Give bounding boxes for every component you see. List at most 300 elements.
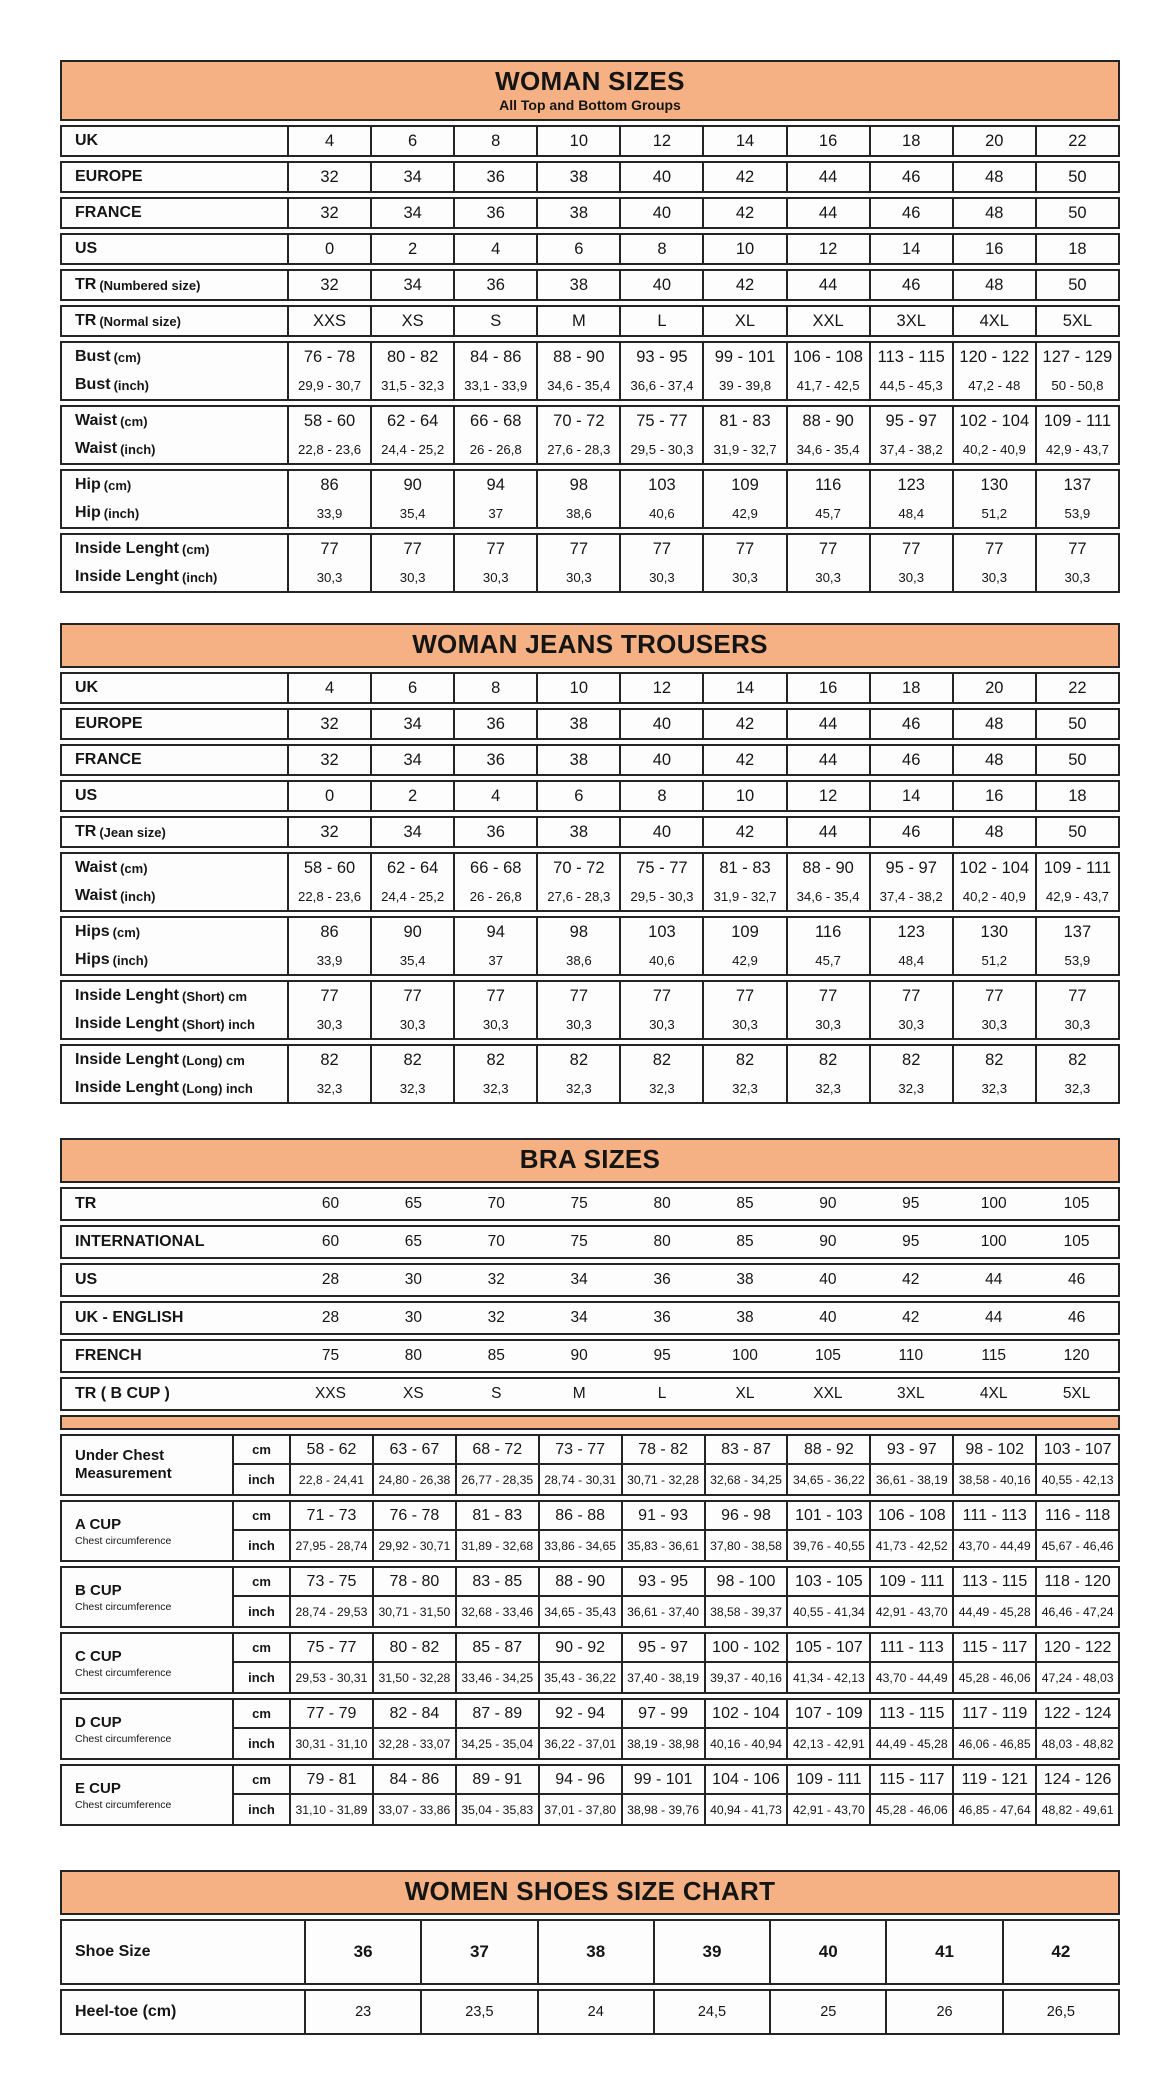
value-cell: 48,03 - 48,82 bbox=[1035, 1729, 1118, 1758]
value-cell: 22 bbox=[1035, 127, 1118, 155]
value-cell: 40 bbox=[769, 1921, 885, 1983]
value-cell: 94 bbox=[453, 918, 536, 946]
value-cell: 6 bbox=[370, 674, 453, 702]
value-cell: 75 - 77 bbox=[619, 854, 702, 882]
value-cell: 82 bbox=[370, 1046, 453, 1074]
value-cell: 25 bbox=[769, 1991, 885, 2033]
value-cell: 44,5 - 45,3 bbox=[869, 371, 952, 399]
value-cell: 109 - 111 bbox=[1035, 407, 1118, 435]
value-cell: 36 bbox=[453, 710, 536, 738]
value-cell: 26 - 26,8 bbox=[453, 882, 536, 910]
value-cell: 48,4 bbox=[869, 946, 952, 974]
row-label: EUROPE bbox=[75, 715, 143, 733]
row-label: INTERNATIONAL bbox=[75, 1233, 205, 1251]
value-cell: 34 bbox=[370, 163, 453, 191]
value-cell: 0 bbox=[287, 782, 370, 810]
value-cell: 88 - 90 bbox=[786, 407, 869, 435]
value-cell: 100 bbox=[980, 1195, 1007, 1213]
value-cell: 77 bbox=[453, 535, 536, 563]
value-cell: XL bbox=[702, 307, 785, 335]
value-cell: 98 bbox=[536, 471, 619, 499]
value-cell: 95 bbox=[902, 1195, 920, 1213]
table-row bbox=[234, 1502, 1118, 1531]
value-cell: 47,24 - 48,03 bbox=[1035, 1663, 1118, 1692]
value-cell: 93 - 97 bbox=[869, 1436, 952, 1463]
value-cell: 84 - 86 bbox=[453, 343, 536, 371]
table-row bbox=[62, 710, 1118, 738]
value-cell: 40 bbox=[619, 163, 702, 191]
value-cell: 50 bbox=[1035, 818, 1118, 846]
value-cell: 34 bbox=[370, 710, 453, 738]
value-cell: 32 bbox=[287, 710, 370, 738]
value-cell: 32,68 - 33,46 bbox=[455, 1597, 538, 1626]
value-cell: 39,37 - 40,16 bbox=[704, 1663, 787, 1692]
cup-rows bbox=[234, 1502, 1118, 1560]
value-cell: 44 bbox=[786, 746, 869, 774]
value-cell: 51,2 bbox=[952, 499, 1035, 527]
value-cell: 76 - 78 bbox=[372, 1502, 455, 1529]
cup-name: E CUP bbox=[75, 1779, 121, 1797]
row-label-detail: (Normal size) bbox=[99, 313, 181, 329]
row-label bbox=[62, 371, 287, 399]
value-cell: 82 bbox=[952, 1046, 1035, 1074]
row-label-text: Inside Lenght bbox=[75, 987, 179, 1005]
value-cell: 14 bbox=[702, 674, 785, 702]
value-cell: 40 bbox=[619, 271, 702, 299]
value-cell: 36 bbox=[453, 199, 536, 227]
value-cell: 29,92 - 30,71 bbox=[372, 1531, 455, 1560]
value-cell: 38 bbox=[736, 1309, 754, 1327]
row-label: US bbox=[75, 1271, 98, 1289]
value-cell: 33,1 - 33,9 bbox=[453, 371, 536, 399]
value-cell: 30,3 bbox=[619, 563, 702, 591]
row-group bbox=[60, 744, 1120, 776]
value-cell: 24,80 - 26,38 bbox=[372, 1465, 455, 1494]
value-cell: 80 bbox=[653, 1195, 671, 1213]
value-cell: 48 bbox=[952, 710, 1035, 738]
row-label bbox=[62, 471, 287, 499]
table-row bbox=[234, 1729, 1118, 1758]
value-cell: 82 bbox=[536, 1046, 619, 1074]
row-label-detail: (cm) bbox=[103, 477, 132, 493]
value-cell: 34,65 - 35,43 bbox=[538, 1597, 621, 1626]
table-header bbox=[60, 60, 1120, 121]
table-row bbox=[62, 1189, 1118, 1219]
value-cell: 36,6 - 37,4 bbox=[619, 371, 702, 399]
value-cell: 32,3 bbox=[370, 1074, 453, 1102]
value-cell: 36 bbox=[453, 163, 536, 191]
value-cell: 82 bbox=[287, 1046, 370, 1074]
table-body bbox=[60, 125, 1120, 593]
value-cell: 32,3 bbox=[869, 1074, 952, 1102]
value-cell: 42 bbox=[902, 1309, 920, 1327]
value-cell: 31,9 - 32,7 bbox=[702, 435, 785, 463]
table-title: WOMAN SIZES bbox=[495, 66, 685, 96]
table-body bbox=[60, 1187, 1120, 1826]
row-group bbox=[60, 197, 1120, 229]
value-cell: 5XL bbox=[1062, 1385, 1091, 1403]
value-cell: 4XL bbox=[952, 307, 1035, 335]
value-cell: 22,8 - 24,41 bbox=[289, 1465, 372, 1494]
value-cell: 30,3 bbox=[786, 1010, 869, 1038]
value-cell: 98 bbox=[536, 918, 619, 946]
row-label-text: Inside Lenght bbox=[75, 1051, 179, 1069]
value-cell: 8 bbox=[619, 782, 702, 810]
value-cell: 32 bbox=[487, 1271, 505, 1289]
value-cell: 39 bbox=[653, 1921, 769, 1983]
value-cell: 102 - 104 bbox=[952, 407, 1035, 435]
value-cell: 86 bbox=[287, 918, 370, 946]
value-cell: 34 bbox=[570, 1309, 588, 1327]
value-cell: 38,6 bbox=[536, 946, 619, 974]
value-cell: 32,3 bbox=[786, 1074, 869, 1102]
value-cell: 30,3 bbox=[952, 1010, 1035, 1038]
value-cell: 24 bbox=[537, 1991, 653, 2033]
divider-bar bbox=[60, 1415, 1120, 1430]
value-cell: 44,49 - 45,28 bbox=[952, 1597, 1035, 1626]
row-label: UK - ENGLISH bbox=[75, 1309, 184, 1327]
row-group bbox=[60, 341, 1120, 401]
value-cell: 3XL bbox=[869, 307, 952, 335]
cup-label bbox=[62, 1436, 234, 1494]
table-row bbox=[62, 1991, 1118, 2033]
value-cell: 26,77 - 28,35 bbox=[455, 1465, 538, 1494]
value-cell: 88 - 92 bbox=[786, 1436, 869, 1463]
row-group bbox=[60, 533, 1120, 593]
value-cell: 30 bbox=[404, 1271, 422, 1289]
value-cell: 33,9 bbox=[287, 946, 370, 974]
cup-sublabel: Chest circumference bbox=[75, 1666, 172, 1679]
value-cell: 32,3 bbox=[1035, 1074, 1118, 1102]
row-group bbox=[60, 305, 1120, 337]
value-cell: 77 bbox=[952, 535, 1035, 563]
value-cell: 41,73 - 42,52 bbox=[869, 1531, 952, 1560]
value-cell: 48,82 - 49,61 bbox=[1035, 1795, 1118, 1824]
row-label-detail: (cm) bbox=[120, 860, 148, 876]
value-cell: 42,9 - 43,7 bbox=[1035, 435, 1118, 463]
value-cell: 18 bbox=[869, 674, 952, 702]
table-row bbox=[234, 1436, 1118, 1465]
table-row bbox=[62, 271, 1118, 299]
cup-group bbox=[60, 1698, 1120, 1760]
value-cell: 78 - 82 bbox=[621, 1436, 704, 1463]
cup-rows bbox=[234, 1436, 1118, 1494]
row-label bbox=[62, 407, 287, 435]
value-cell: 99 - 101 bbox=[621, 1766, 704, 1793]
value-cell: 29,5 - 30,3 bbox=[619, 435, 702, 463]
row-group bbox=[60, 1263, 1120, 1297]
row-label-text: Inside Lenght bbox=[75, 540, 179, 558]
value-cell: 37 bbox=[453, 499, 536, 527]
value-cell: 77 bbox=[536, 982, 619, 1010]
table-row bbox=[62, 882, 1118, 910]
value-cell: 130 bbox=[952, 918, 1035, 946]
unit-label: cm bbox=[252, 1442, 271, 1458]
value-cell: 98 - 100 bbox=[704, 1568, 787, 1595]
value-cell: 16 bbox=[786, 674, 869, 702]
value-cell: 32,68 - 34,25 bbox=[704, 1465, 787, 1494]
row-group bbox=[60, 1339, 1120, 1373]
value-cell: 77 bbox=[453, 982, 536, 1010]
row-label: US bbox=[75, 787, 98, 805]
row-label-detail: (cm) bbox=[112, 924, 141, 940]
value-cell: 3XL bbox=[897, 1385, 925, 1403]
value-cell: 109 bbox=[702, 471, 785, 499]
value-cell: 71 - 73 bbox=[289, 1502, 372, 1529]
value-cell: 38,19 - 38,98 bbox=[621, 1729, 704, 1758]
value-cell: 82 bbox=[453, 1046, 536, 1074]
value-cell: 82 bbox=[786, 1046, 869, 1074]
value-cell: 24,4 - 25,2 bbox=[370, 882, 453, 910]
table-row bbox=[62, 1379, 1118, 1409]
value-cell: 86 - 88 bbox=[538, 1502, 621, 1529]
unit-label: cm bbox=[252, 1706, 271, 1722]
value-cell: 0 bbox=[287, 235, 370, 263]
cup-rows bbox=[234, 1766, 1118, 1824]
value-cell: 124 - 126 bbox=[1035, 1766, 1118, 1793]
value-cell: 53,9 bbox=[1035, 946, 1118, 974]
value-cell: 117 - 119 bbox=[952, 1700, 1035, 1727]
value-cell: 8 bbox=[453, 127, 536, 155]
value-cell: 104 - 106 bbox=[704, 1766, 787, 1793]
value-cell: 14 bbox=[869, 235, 952, 263]
value-cell: 76 - 78 bbox=[287, 343, 370, 371]
cup-sublabel: Chest circumference bbox=[75, 1600, 172, 1613]
value-cell: S bbox=[491, 1385, 502, 1403]
value-cell: 32,3 bbox=[702, 1074, 785, 1102]
value-cell: 77 - 79 bbox=[289, 1700, 372, 1727]
value-cell: 70 bbox=[487, 1195, 505, 1213]
value-cell: XS bbox=[403, 1385, 424, 1403]
value-cell: XXS bbox=[314, 1385, 346, 1403]
value-cell: 30,3 bbox=[869, 563, 952, 591]
cup-sublabel: Chest circumference bbox=[75, 1732, 172, 1745]
row-label bbox=[62, 882, 287, 910]
value-cell: 90 bbox=[819, 1195, 837, 1213]
value-cell: 77 bbox=[1035, 982, 1118, 1010]
value-cell: 32 bbox=[287, 199, 370, 227]
value-cell: 41 bbox=[885, 1921, 1001, 1983]
value-cell: 29,5 - 30,3 bbox=[619, 882, 702, 910]
unit-label: cm bbox=[252, 1772, 271, 1788]
table-row bbox=[62, 407, 1118, 435]
value-cell: 46 bbox=[869, 710, 952, 738]
value-cell: 32,28 - 33,07 bbox=[372, 1729, 455, 1758]
row-group bbox=[60, 672, 1120, 704]
value-cell: 38,58 - 40,16 bbox=[952, 1465, 1035, 1494]
value-cell: 91 - 93 bbox=[621, 1502, 704, 1529]
value-cell: 102 - 104 bbox=[952, 854, 1035, 882]
value-cell: 93 - 95 bbox=[619, 343, 702, 371]
row-label: TR ( B CUP ) bbox=[75, 1385, 170, 1403]
value-cell: 4 bbox=[453, 782, 536, 810]
table-row bbox=[62, 499, 1118, 527]
row-label-detail: (cm) bbox=[120, 413, 148, 429]
value-cell: 34 bbox=[370, 818, 453, 846]
value-cell: 47,2 - 48 bbox=[952, 371, 1035, 399]
unit-label: cm bbox=[252, 1574, 271, 1590]
table-row bbox=[62, 127, 1118, 155]
row-group bbox=[60, 852, 1120, 912]
value-cell: M bbox=[572, 1385, 586, 1403]
value-cell: 130 bbox=[952, 471, 1035, 499]
value-cell: 12 bbox=[619, 674, 702, 702]
table-row bbox=[62, 163, 1118, 191]
value-cell: 94 - 96 bbox=[538, 1766, 621, 1793]
row-label-text: Waist bbox=[75, 440, 118, 458]
value-cell: 43,70 - 44,49 bbox=[869, 1663, 952, 1692]
value-cell: 90 bbox=[370, 471, 453, 499]
table-row bbox=[62, 818, 1118, 846]
row-label-detail: (cm) bbox=[113, 349, 142, 365]
table-row bbox=[62, 746, 1118, 774]
unit-label: cm bbox=[252, 1640, 271, 1656]
value-cell: 48 bbox=[952, 818, 1035, 846]
table-row bbox=[234, 1700, 1118, 1729]
value-cell: 79 - 81 bbox=[289, 1766, 372, 1793]
value-cell: 32 bbox=[487, 1309, 505, 1327]
row-label-text: TR bbox=[75, 312, 97, 330]
cup-name: B CUP bbox=[75, 1581, 122, 1599]
row-label-text: Hip bbox=[75, 504, 101, 522]
value-cell: 116 bbox=[786, 918, 869, 946]
value-cell: 77 bbox=[786, 535, 869, 563]
cup-group bbox=[60, 1764, 1120, 1826]
table-row bbox=[62, 435, 1118, 463]
table-row bbox=[62, 371, 1118, 399]
row-group bbox=[60, 916, 1120, 976]
table-row bbox=[62, 535, 1118, 563]
row-label bbox=[62, 818, 287, 846]
value-cell: 45,7 bbox=[786, 946, 869, 974]
value-cell: 40 bbox=[619, 818, 702, 846]
cup-group bbox=[60, 1500, 1120, 1562]
row-label-detail: (cm) bbox=[182, 541, 210, 557]
cup-label bbox=[62, 1568, 234, 1626]
value-cell: 115 - 117 bbox=[952, 1634, 1035, 1661]
value-cell: 34,6 - 35,4 bbox=[536, 371, 619, 399]
cup-sublabel: Chest circumference bbox=[75, 1798, 172, 1811]
value-cell: 37,4 - 38,2 bbox=[869, 435, 952, 463]
value-cell: 100 - 102 bbox=[704, 1634, 787, 1661]
value-cell: 85 bbox=[736, 1233, 754, 1251]
row-group bbox=[60, 816, 1120, 848]
value-cell: 38,98 - 39,76 bbox=[621, 1795, 704, 1824]
value-cell: 106 - 108 bbox=[869, 1502, 952, 1529]
table-title: WOMEN SHOES SIZE CHART bbox=[404, 1876, 776, 1907]
value-cell: 82 bbox=[869, 1046, 952, 1074]
value-cell: 36 bbox=[304, 1921, 420, 1983]
row-label-detail: (Long) inch bbox=[182, 1080, 253, 1096]
value-cell: 105 bbox=[1063, 1233, 1090, 1251]
value-cell: 46 bbox=[869, 818, 952, 846]
value-cell: 36 bbox=[653, 1309, 671, 1327]
row-label: FRANCE bbox=[75, 204, 142, 222]
row-label bbox=[62, 854, 287, 882]
unit-label: cm bbox=[252, 1508, 271, 1524]
value-cell: 42 bbox=[702, 163, 785, 191]
value-cell: 103 bbox=[619, 471, 702, 499]
value-cell: 110 bbox=[898, 1347, 924, 1365]
value-cell: 30,3 bbox=[453, 1010, 536, 1038]
value-cell: 50 - 50,8 bbox=[1035, 371, 1118, 399]
value-cell: 70 - 72 bbox=[536, 407, 619, 435]
value-cell: 29,53 - 30,31 bbox=[289, 1663, 372, 1692]
value-cell: 36 bbox=[653, 1271, 671, 1289]
value-cell: 14 bbox=[702, 127, 785, 155]
value-cell: 99 - 101 bbox=[702, 343, 785, 371]
cup-name: D CUP bbox=[75, 1713, 122, 1731]
value-cell: 73 - 77 bbox=[538, 1436, 621, 1463]
value-cell: 6 bbox=[536, 235, 619, 263]
value-cell: 48 bbox=[952, 746, 1035, 774]
value-cell: 33,46 - 34,25 bbox=[455, 1663, 538, 1692]
value-cell: 12 bbox=[786, 235, 869, 263]
value-cell: 127 - 129 bbox=[1035, 343, 1118, 371]
value-cell: 40 bbox=[619, 199, 702, 227]
value-cell: 46,06 - 46,85 bbox=[952, 1729, 1035, 1758]
table-row bbox=[62, 946, 1118, 974]
table-row bbox=[234, 1568, 1118, 1597]
value-cell: 46 bbox=[1067, 1271, 1086, 1289]
value-cell: 70 bbox=[487, 1233, 505, 1251]
value-cell: 109 - 111 bbox=[869, 1568, 952, 1595]
value-cell: 70 - 72 bbox=[536, 854, 619, 882]
value-cell: 137 bbox=[1035, 471, 1118, 499]
value-cell: 103 - 107 bbox=[1035, 1436, 1118, 1463]
value-cell: 38 bbox=[537, 1921, 653, 1983]
row-label bbox=[62, 1010, 287, 1038]
value-cell: 24,5 bbox=[653, 1991, 769, 2033]
cup-name: C CUP bbox=[75, 1647, 122, 1665]
value-cell: 77 bbox=[952, 982, 1035, 1010]
table-row bbox=[62, 782, 1118, 810]
value-cell: 36,61 - 38,19 bbox=[869, 1465, 952, 1494]
value-cell: 28,74 - 30,31 bbox=[538, 1465, 621, 1494]
value-cell: 36 bbox=[453, 818, 536, 846]
value-cell: 39,76 - 40,55 bbox=[786, 1531, 869, 1560]
value-cell: 26,5 bbox=[1002, 1991, 1118, 2033]
value-cell: 40,2 - 40,9 bbox=[952, 435, 1035, 463]
value-cell: 31,10 - 31,89 bbox=[289, 1795, 372, 1824]
value-cell: 65 bbox=[404, 1195, 422, 1213]
value-cell: 4 bbox=[287, 127, 370, 155]
value-cell: 26 - 26,8 bbox=[453, 435, 536, 463]
cup-rows bbox=[234, 1568, 1118, 1626]
value-cell: 77 bbox=[786, 982, 869, 1010]
unit-label: inch bbox=[248, 1736, 275, 1752]
value-cell: 105 - 107 bbox=[786, 1634, 869, 1661]
row-label-detail: (inch) bbox=[112, 952, 149, 968]
value-cell: 75 bbox=[321, 1347, 340, 1365]
row-label-text: Inside Lenght bbox=[75, 568, 179, 586]
value-cell: 48 bbox=[952, 199, 1035, 227]
cup-label bbox=[62, 1700, 234, 1758]
row-label-detail: (Short) inch bbox=[182, 1016, 255, 1032]
row-label-text: Waist bbox=[75, 859, 118, 877]
value-cell: 77 bbox=[287, 982, 370, 1010]
value-cell: 77 bbox=[619, 535, 702, 563]
value-cell: 23 bbox=[304, 1991, 420, 2033]
value-cell: S bbox=[453, 307, 536, 335]
value-cell: 101 - 103 bbox=[786, 1502, 869, 1529]
cup-name: A CUP bbox=[75, 1515, 122, 1533]
value-cell: XXL bbox=[813, 1385, 843, 1403]
value-cell: 80 bbox=[653, 1233, 671, 1251]
value-cell: 36,22 - 37,01 bbox=[538, 1729, 621, 1758]
value-cell: 24,4 - 25,2 bbox=[370, 435, 453, 463]
value-cell: 26 bbox=[885, 1991, 1001, 2033]
